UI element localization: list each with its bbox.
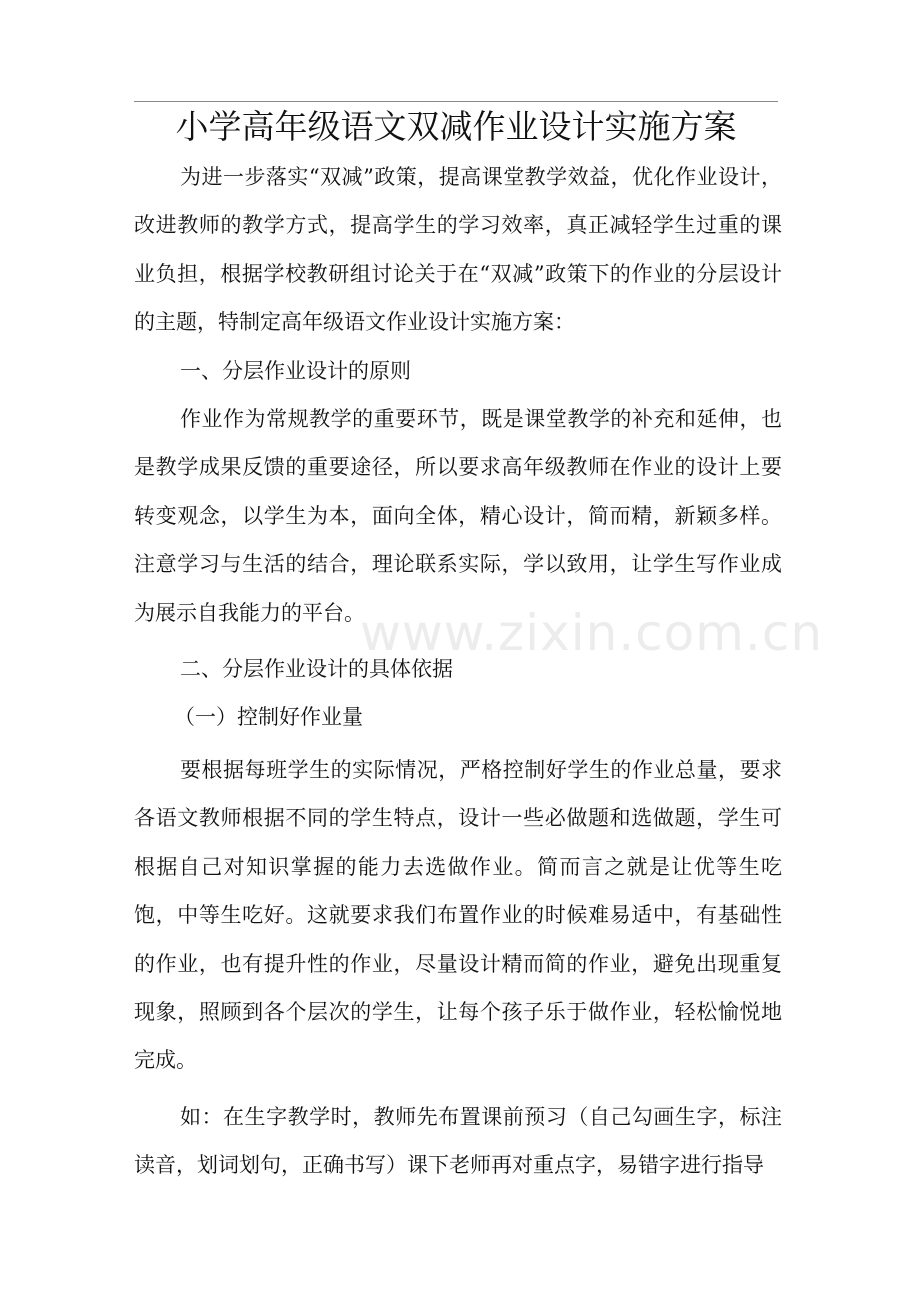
document-body <box>134 153 782 1190</box>
workload-paragraph: 要根据每班学生的实际情况，严格控制好学生的作业总量，要求各语文教师根据不同的学生特点，设计一些必做题和选做题，学生可根据自己对知识掌握的能力去选做作业。简而言之就是让优等生吃饱，中等生吃好。这就要求我们布置作业的时候难易适中，有基础性的作业，也有提升性的作业，尽量设计精而简的作业，避免出现重复现象，照顾到各个层次的学生，让每个孩子乐于做作业，轻松愉悦地完成。 <box>134 757 782 1073</box>
watermark: www.zixin.com.cn <box>360 604 824 662</box>
header-divider <box>134 101 778 102</box>
section-heading-principles: 一、分层作业设计的原则 <box>180 358 411 383</box>
example-paragraph: 如：在生字教学时，教师先布置课前预习（自己勾画生字，标注读音，划词划句，正确书写）课下老师再对重点字，易错字进行指导 <box>134 1104 782 1178</box>
section-heading-basis: 二、分层作业设计的具体依据 <box>180 657 453 682</box>
subsection-heading-workload: （一）控制好作业量 <box>174 705 363 730</box>
intro-paragraph: 为进一步落实“双减”政策，提高课堂教学效益，优化作业设计，改进教师的教学方式，提高学生的学习效率，真正减轻学生过重的课业负担，根据学校教研组讨论关于在“双减”政策下的作业的分层设计的主题，特制定高年级语文作业设计实施方案： <box>134 165 782 335</box>
principles-paragraph: 作业作为常规教学的重要环节，既是课堂教学的补充和延伸，也是教学成果反馈的重要途径，所以要求高年级教师在作业的设计上要转变观念，以学生为本，面向全体，精心设计，简而精，新颖多样。注意学习与生活的结合，理论联系实际，学以致用，让学生写作业成为展示自我能力的平台。 <box>134 407 782 625</box>
document-title: 小学高年级语文双减作业设计实施方案 <box>175 107 737 146</box>
